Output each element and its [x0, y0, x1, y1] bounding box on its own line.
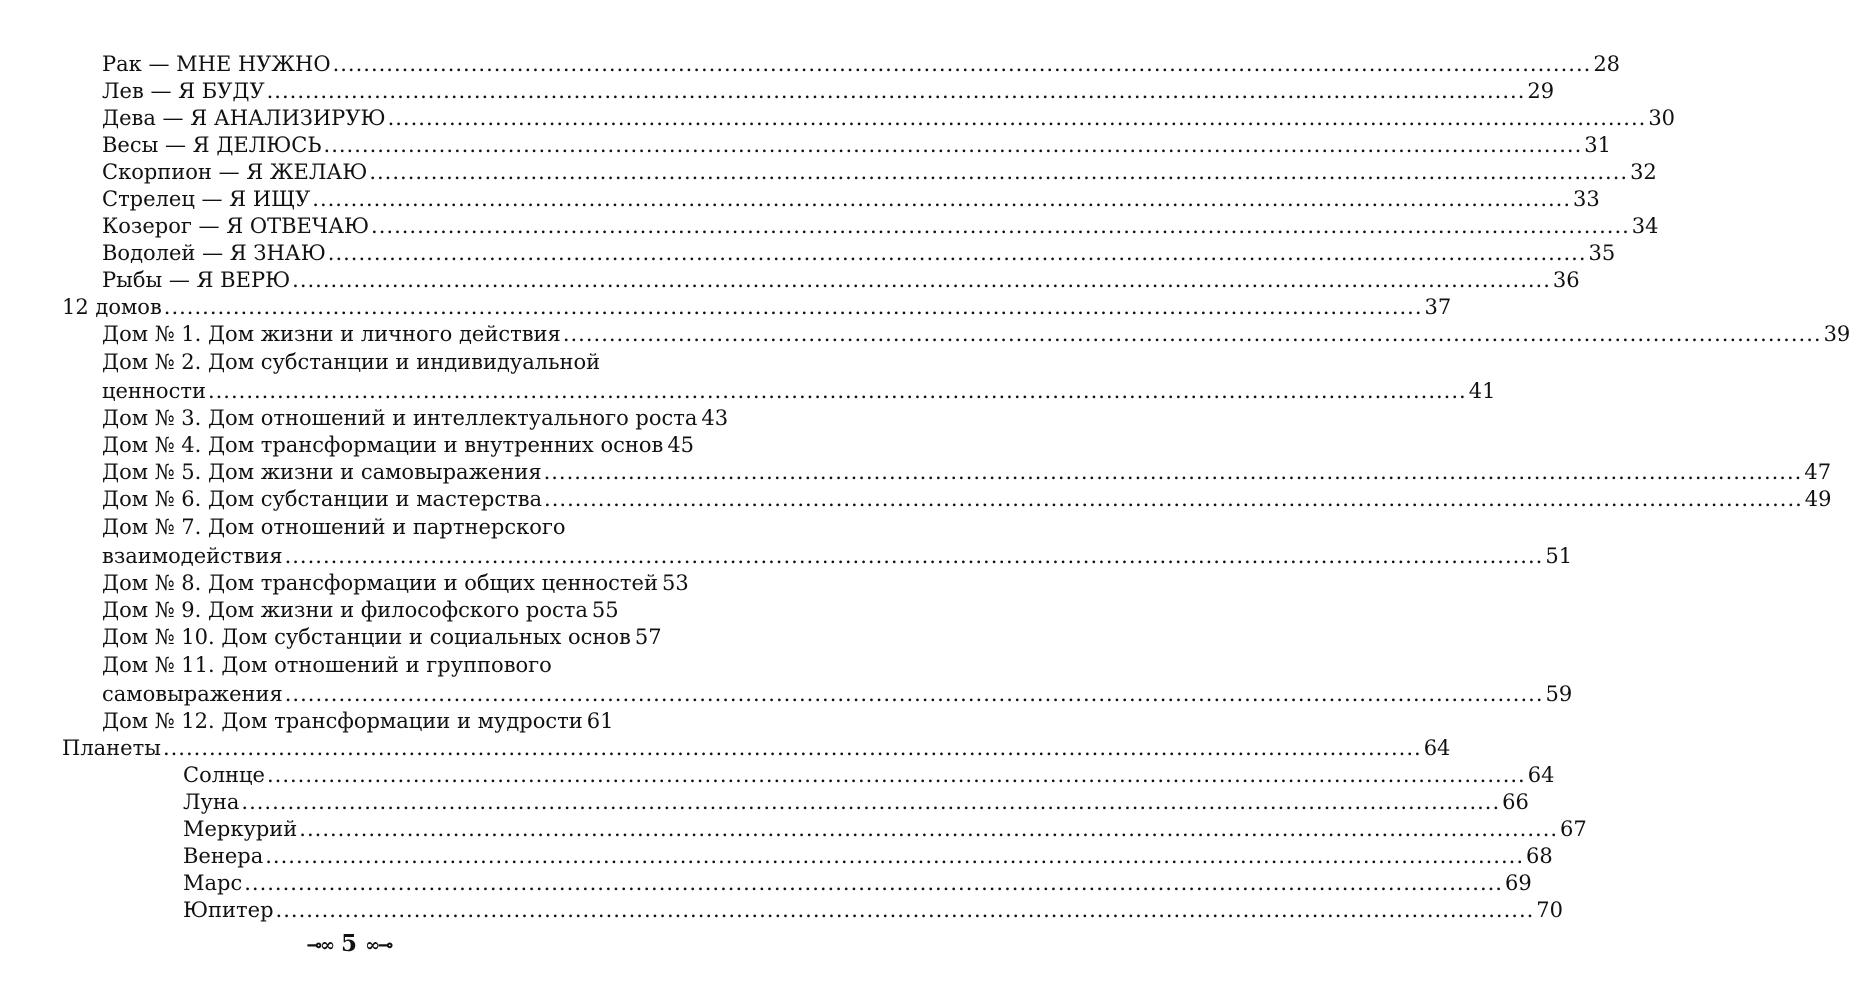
toc-entry-house-5 — [102, 458, 1832, 484]
toc-entry-label: Скорпион — Я ЖЕЛАЮ — [102, 160, 368, 184]
dot-leader — [333, 52, 1592, 76]
toc-entry-cancer — [102, 50, 1621, 76]
dot-leader — [544, 487, 1803, 511]
toc-page-number: 59 — [1545, 682, 1573, 706]
dot-leader — [324, 133, 1583, 157]
dot-leader — [244, 871, 1503, 895]
toc-page-number: 70 — [1536, 898, 1564, 922]
dot-leader — [371, 214, 1630, 238]
toc-entry-moon — [183, 788, 1529, 814]
dot-leader — [163, 736, 1422, 760]
toc-section-label: Планеты — [62, 736, 161, 760]
toc-entry-house-2 — [102, 377, 1496, 403]
toc-page-number: 61 — [586, 709, 614, 733]
toc-page-number: 51 — [1545, 544, 1573, 568]
toc-page-number: 36 — [1552, 268, 1580, 292]
toc-entry-label: Дом № 1. Дом жизни и личного действия — [102, 322, 561, 346]
page-number: 5 — [340, 930, 357, 957]
toc-entry-label: Меркурий — [183, 817, 298, 841]
dot-leader — [328, 241, 1587, 265]
dot-leader — [265, 844, 1524, 868]
toc-entry-label: Дом № 8. Дом трансформации и общих ценностей — [102, 571, 658, 595]
dot-leader — [388, 106, 1647, 130]
toc-entry-mercury — [183, 815, 1587, 841]
toc-entry-house-9 — [102, 596, 619, 622]
toc-entry-capricorn — [102, 212, 1659, 238]
toc-entry-label: взаимодействия — [102, 544, 283, 568]
toc-entry-label: Солнце — [183, 763, 265, 787]
dot-leader — [267, 79, 1526, 103]
toc-entry-house-6 — [102, 485, 1832, 511]
toc-entry-label: Водолей — Я ЗНАЮ — [102, 241, 326, 265]
ornament-left-icon: ⊸∞ — [306, 935, 333, 956]
toc-page-number: 64 — [1423, 736, 1451, 760]
toc-entry-house-7-line1: Дом № 7. Дом отношений и партнерского — [102, 515, 566, 539]
toc-page-number: 29 — [1527, 79, 1555, 103]
toc-entry-house-4 — [102, 431, 695, 457]
toc-page-number: 67 — [1560, 817, 1587, 841]
toc-entry-house-1 — [102, 320, 1850, 346]
toc-entry-house-11 — [102, 680, 1573, 706]
toc-entry-label: Рыбы — Я ВЕРЮ — [102, 268, 291, 292]
toc-entry-house-7 — [102, 542, 1573, 568]
dot-leader — [285, 544, 1544, 568]
dot-leader — [544, 460, 1803, 484]
dot-leader — [241, 790, 1500, 814]
toc-page-number: 66 — [1502, 790, 1529, 814]
dot-leader — [276, 898, 1535, 922]
toc-page-number: 31 — [1584, 133, 1612, 157]
toc-page-number: 33 — [1573, 187, 1600, 211]
toc-entry-label: Лев — Я БУДУ — [102, 79, 265, 103]
toc-entry-label: Дом № 12. Дом трансформации и мудрости — [102, 709, 583, 733]
toc-entry-label: Дом № 10. Дом субстанции и социальных основ — [102, 625, 631, 649]
toc-section-planets — [62, 734, 1451, 760]
toc-entry-label: самовыражения — [102, 682, 283, 706]
toc-entry-label: Юпитер — [183, 898, 274, 922]
toc-page-number: 28 — [1593, 52, 1621, 76]
toc-entry-house-8 — [102, 569, 689, 595]
toc-entry-label: Дом № 6. Дом субстанции и мастерства — [102, 487, 543, 511]
toc-page-number: 41 — [1468, 379, 1496, 403]
toc-page-number: 32 — [1630, 160, 1657, 184]
dot-leader — [285, 682, 1544, 706]
toc-entry-label: Козерог — Я ОТВЕЧАЮ — [102, 214, 370, 238]
toc-entry-label: Дом № 3. Дом отношений и интеллектуального роста — [102, 406, 698, 430]
toc-entry-label: Луна — [183, 790, 240, 814]
dot-leader — [164, 295, 1423, 319]
toc-page-number: 68 — [1526, 844, 1553, 868]
toc-page-number: 35 — [1588, 241, 1616, 265]
toc-page-number: 30 — [1648, 106, 1676, 130]
toc-page-number: 69 — [1504, 871, 1532, 895]
toc-entry-label: Дом № 5. Дом жизни и самовыражения — [102, 460, 542, 484]
dot-leader — [312, 187, 1571, 211]
dot-leader — [563, 322, 1822, 346]
dot-leader — [267, 763, 1526, 787]
dot-leader — [208, 379, 1467, 403]
toc-page-number: 47 — [1804, 460, 1832, 484]
toc-entry-label: Венера — [183, 844, 264, 868]
toc-entry-jupiter — [183, 896, 1564, 922]
toc-entry-libra — [102, 131, 1612, 157]
toc-section-houses — [62, 293, 1452, 319]
toc-section-label: 12 домов — [62, 295, 162, 319]
toc-entry-aquarius — [102, 239, 1616, 265]
toc-page-number: 57 — [634, 625, 662, 649]
toc-page-number: 55 — [591, 598, 619, 622]
toc-entry-scorpio — [102, 158, 1657, 184]
dot-leader — [369, 160, 1628, 184]
dot-leader — [299, 817, 1558, 841]
toc-entry-label: Дом № 4. Дом трансформации и внутренних основ — [102, 433, 664, 457]
toc-entry-label: Марс — [183, 871, 243, 895]
toc-entry-virgo — [102, 104, 1676, 130]
toc-entry-pisces — [102, 266, 1580, 292]
ornament-right-icon: ∞⊸ — [365, 935, 392, 956]
toc-entry-mars — [183, 869, 1532, 895]
dot-leader — [292, 268, 1551, 292]
toc-page-number: 37 — [1424, 295, 1452, 319]
toc-page-number: 53 — [661, 571, 689, 595]
toc-entry-label: Рак — МНЕ НУЖНО — [102, 52, 331, 76]
toc-entry-label: Дом № 9. Дом жизни и философского роста — [102, 598, 588, 622]
toc-page-number: 34 — [1631, 214, 1659, 238]
toc-entry-house-3 — [102, 404, 729, 430]
toc-entry-house-2-line1: Дом № 2. Дом субстанции и индивидуальной — [102, 350, 601, 374]
toc-entry-label: Весы — Я ДЕЛЮСЬ — [102, 133, 322, 157]
toc-entry-house-10 — [102, 623, 662, 649]
toc-page-number: 45 — [667, 433, 695, 457]
toc-entry-label: Стрелец — Я ИЩУ — [102, 187, 311, 211]
toc-entry-house-12 — [102, 707, 612, 733]
toc-page-number: 43 — [701, 406, 729, 430]
toc-page-number: 49 — [1804, 487, 1832, 511]
toc-entry-label: ценности — [102, 379, 206, 403]
toc-page-number: 39 — [1823, 322, 1850, 346]
toc-entry-sun — [183, 761, 1555, 787]
toc-entry-leo — [102, 77, 1555, 103]
page-footer — [0, 930, 698, 957]
toc-entry-label: Дева — Я АНАЛИЗИРУЮ — [102, 106, 386, 130]
toc-entry-house-11-line1: Дом № 11. Дом отношений и группового — [102, 653, 552, 677]
toc-entry-venus — [183, 842, 1553, 868]
toc-page-number: 64 — [1527, 763, 1555, 787]
toc-entry-sagittarius — [102, 185, 1600, 211]
